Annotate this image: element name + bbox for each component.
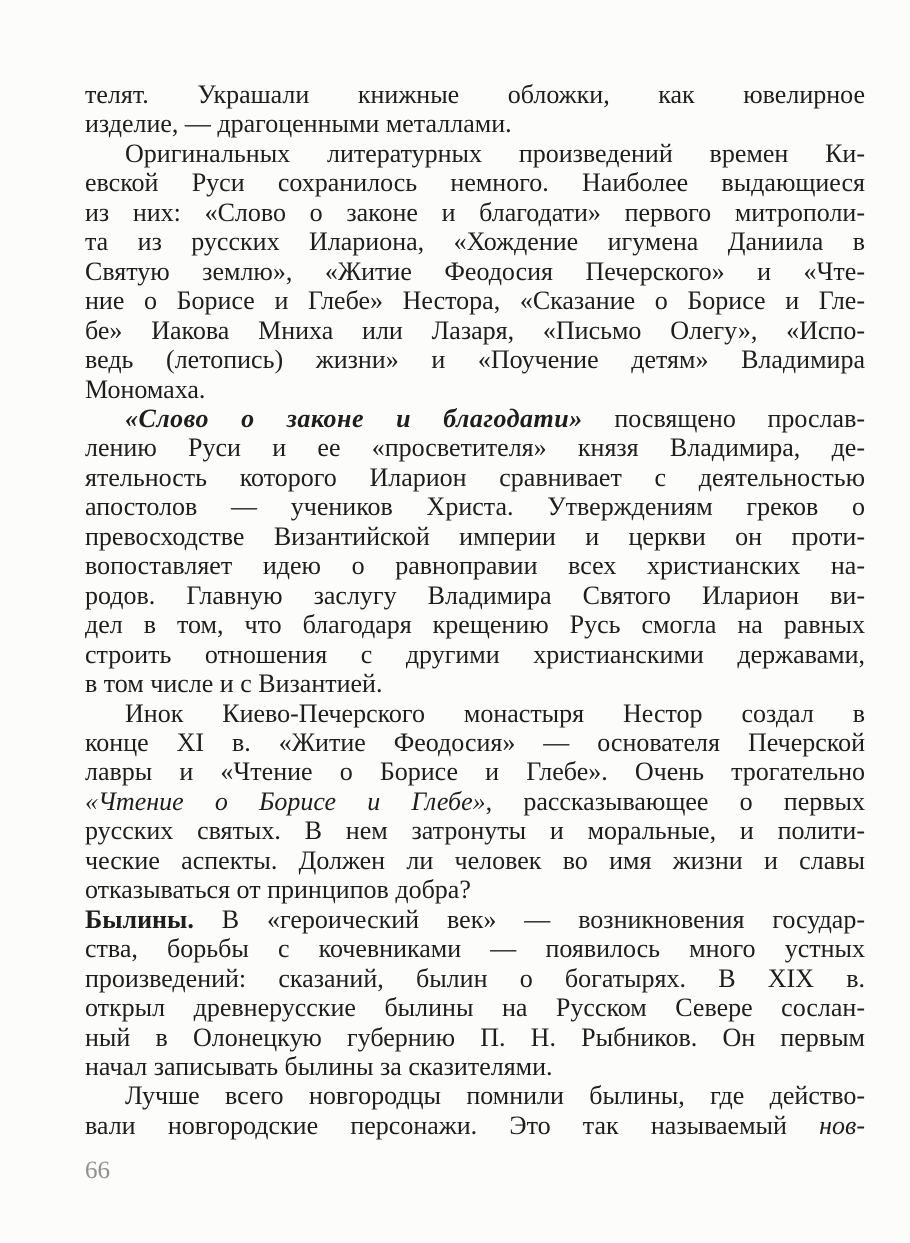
text-line xyxy=(85,551,865,580)
text-segment: открыл древнерусские былины на Русском Севере сослан- xyxy=(85,993,865,1023)
paragraph-byliny xyxy=(85,905,865,1082)
text-line xyxy=(85,286,865,315)
text-line xyxy=(85,345,865,374)
paragraph-nestor xyxy=(85,699,865,905)
text-segment: ние о Борисе и Глебе» Нестора, «Сказание о Борисе и Гле- xyxy=(85,286,865,316)
text-line xyxy=(85,846,865,875)
text-line xyxy=(85,1111,865,1140)
text-segment: посвящено прослав- xyxy=(582,403,865,433)
text-segment: вопоставляет идею о равноправии всех христианских на- xyxy=(85,551,865,581)
text-line xyxy=(85,198,865,227)
text-segment: ный в Олонецкую губернию П. Н. Рыбников. Он первым xyxy=(85,1022,865,1052)
text-segment: «Слово о законе и благодати» xyxy=(125,403,583,433)
text-line xyxy=(85,80,865,109)
text-line xyxy=(85,404,865,433)
text-line xyxy=(85,581,865,610)
text-line xyxy=(85,699,865,728)
text-line xyxy=(85,875,865,904)
text-segment: лавры и «Чтение о Борисе и Глебе». Очень трогательно xyxy=(85,757,865,787)
text-segment: лению Руси и ее «просветителя» князя Владимира, де- xyxy=(85,433,865,463)
text-segment: евской Руси сохранилось немного. Наиболее выдающиеся xyxy=(85,168,865,198)
text-line xyxy=(85,463,865,492)
text-line xyxy=(85,993,865,1022)
text-line xyxy=(85,905,865,934)
text-line xyxy=(85,816,865,845)
text-segment: Лучше всего новгородцы помнили былины, где действо- xyxy=(125,1081,865,1111)
text-segment: русских святых. В нем затронуты и моральные, и полити- xyxy=(85,816,865,846)
text-segment: из них: «Слово о законе и благодати» первого митрополи- xyxy=(85,197,865,227)
text-line xyxy=(85,640,865,669)
text-segment: В «героический век» — возникновения государ- xyxy=(193,904,865,934)
text-line xyxy=(85,375,865,404)
text-line xyxy=(85,728,865,757)
text-segment: конце XI в. «Житие Феодосия» — основателя Печерской xyxy=(85,727,865,757)
text-line xyxy=(85,168,865,197)
text-line xyxy=(85,610,865,639)
text-line xyxy=(85,1052,865,1081)
text-line xyxy=(85,139,865,168)
paragraph-continuation xyxy=(85,80,865,139)
text-segment: «Чтение о Борисе и Глебе» xyxy=(85,786,486,816)
text-block xyxy=(85,80,865,1140)
text-line xyxy=(85,227,865,256)
text-segment: Мономаха. xyxy=(85,374,206,404)
paragraph-novgorod xyxy=(85,1081,865,1140)
page-number: 66 xyxy=(85,1157,110,1185)
text-line xyxy=(85,787,865,816)
paragraph-slovo-o-zakone xyxy=(85,404,865,699)
text-segment: отказываться от принципов добра? xyxy=(85,875,471,905)
text-segment: бе» Иакова Мниха или Лазаря, «Письмо Олегу», «Испо- xyxy=(85,315,865,345)
text-segment: нов- xyxy=(819,1110,865,1140)
text-line xyxy=(85,492,865,521)
text-line xyxy=(85,757,865,786)
text-segment: произведений: сказаний, былин о богатырях. В XIX в. xyxy=(85,963,865,993)
text-segment: Святую землю», «Житие Феодосия Печерского» и «Чте- xyxy=(85,256,865,286)
paragraph-original-works xyxy=(85,139,865,404)
text-line xyxy=(85,109,865,138)
text-segment: начал записывать былины за сказителями. xyxy=(85,1051,553,1081)
text-line xyxy=(85,257,865,286)
text-segment: в том числе и с Византией. xyxy=(85,669,383,699)
text-line xyxy=(85,964,865,993)
text-line xyxy=(85,1023,865,1052)
text-segment: Оригинальных литературных произведений времен Ки- xyxy=(125,138,865,168)
text-segment: изделие, — драгоценными металлами. xyxy=(85,109,512,139)
text-line xyxy=(85,669,865,698)
text-segment: превосходстве Византийской империи и церкви он проти- xyxy=(85,521,865,551)
text-line xyxy=(85,934,865,963)
text-segment: дел в том, что благодаря крещению Русь смогла на равных xyxy=(85,610,865,640)
text-line xyxy=(85,1081,865,1110)
text-line xyxy=(85,522,865,551)
text-segment: ческие аспекты. Должен ли человек во имя жизни и славы xyxy=(85,845,865,875)
text-segment: та из русских Илариона, «Хождение игумена Даниила в xyxy=(85,227,865,257)
text-segment: ства, борьбы с кочевниками — появилось много устных xyxy=(85,934,865,964)
text-segment: ведь (летопись) жизни» и «Поучение детям» Владимира xyxy=(85,345,865,375)
text-segment: строить отношения с другими христианскими державами, xyxy=(85,639,865,669)
text-segment: телят. Украшали книжные обложки, как ювелирное xyxy=(85,80,865,109)
text-segment: родов. Главную заслугу Владимира Святого Иларион ви- xyxy=(85,580,865,610)
text-segment: вали новгородские персонажи. Это так называемый xyxy=(85,1110,820,1140)
text-segment: ятельность которого Иларион сравнивает с деятельностью xyxy=(85,462,865,492)
text-segment: апостолов — учеников Христа. Утверждениям греков о xyxy=(85,492,865,522)
text-line xyxy=(85,433,865,462)
text-segment: Инок Киево-Печерского монастыря Нестор создал в xyxy=(125,698,865,728)
text-line xyxy=(85,316,865,345)
text-segment: Былины. xyxy=(85,904,194,934)
text-segment: , рассказывающее о первых xyxy=(485,786,865,816)
